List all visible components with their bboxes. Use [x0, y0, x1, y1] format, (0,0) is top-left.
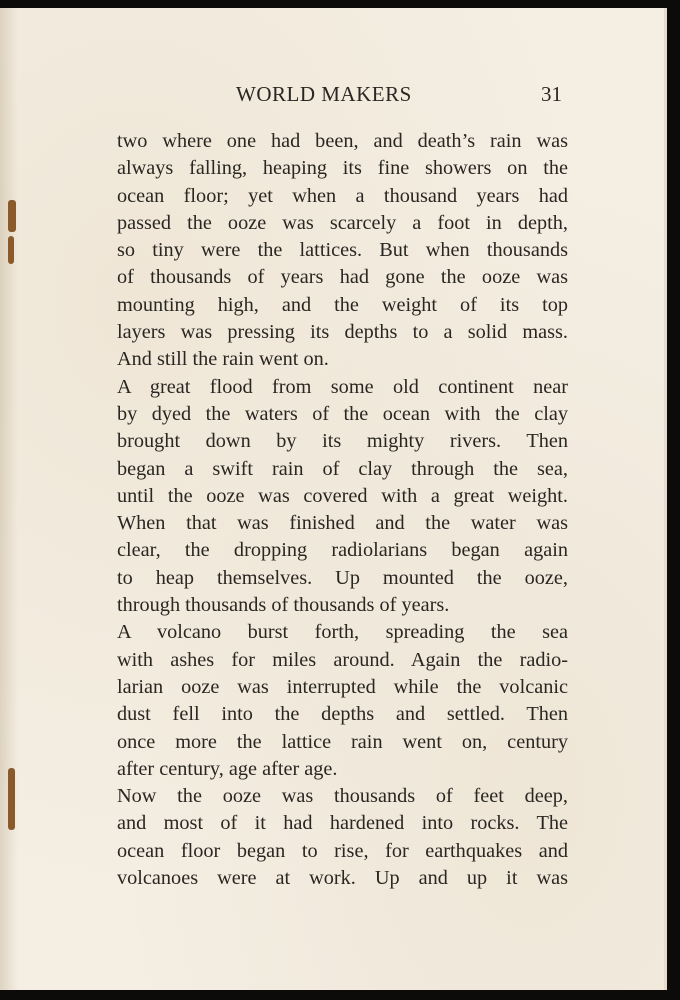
running-title: WORLD MAKERS — [236, 82, 412, 106]
text-line: Now the ooze was thousands of feet deep, — [117, 785, 568, 808]
text-line: and most of it had hardened into rocks. The — [117, 812, 568, 835]
text-line: by dyed the waters of the ocean with the clay — [117, 402, 568, 425]
text-line: through thousands of thousands of years. — [117, 594, 450, 617]
text-line: ocean floor began to rise, for earthquakes and — [117, 839, 568, 862]
text-line: to heap themselves. Up mounted the ooze, — [117, 566, 568, 589]
binding-thread-mark — [8, 768, 15, 830]
text-line: volcanoes were at work. Up and up it was — [117, 867, 568, 890]
text-line: When that was finished and the water was — [117, 512, 568, 535]
text-line: once more the lattice rain went on, century — [117, 730, 568, 753]
text-line: dust fell into the depths and settled. Then — [117, 703, 568, 726]
text-line: of thousands of years had gone the ooze was — [117, 266, 568, 289]
page-gutter — [0, 8, 18, 990]
text-line: passed the ooze was scarcely a foot in depth, — [117, 211, 568, 234]
body-text — [117, 128, 568, 892]
text-line: ocean floor; yet when a thousand years had — [117, 184, 568, 207]
text-line: brought down by its mighty rivers. Then — [117, 430, 568, 453]
text-line: after century, age after age. — [117, 757, 338, 780]
text-line: until the ooze was covered with a great weight. — [117, 484, 568, 507]
text-line: with ashes for miles around. Again the radio- — [117, 648, 568, 671]
text-line: two where one had been, and death’s rain was — [117, 130, 568, 152]
text-line: mounting high, and the weight of its top — [117, 293, 568, 316]
text-line: so tiny were the lattices. But when thousands — [117, 239, 568, 262]
text-line: clear, the dropping radiolarians began again — [117, 539, 568, 562]
binding-thread-mark — [8, 200, 16, 232]
text-line: A volcano burst forth, spreading the sea — [117, 621, 568, 644]
text-line: layers was pressing its depths to a solid mass. — [117, 321, 568, 344]
page-number: 31 — [541, 82, 562, 106]
book-page — [0, 8, 667, 990]
text-line: larian ooze was interrupted while the volcanic — [117, 675, 568, 698]
text-line: And still the rain went on. — [117, 348, 329, 371]
text-line: A great flood from some old continent near — [117, 375, 568, 398]
binding-thread-mark — [8, 236, 14, 264]
text-line: began a swift rain of clay through the sea, — [117, 457, 568, 480]
text-line: always falling, heaping its fine showers on the — [117, 157, 568, 180]
